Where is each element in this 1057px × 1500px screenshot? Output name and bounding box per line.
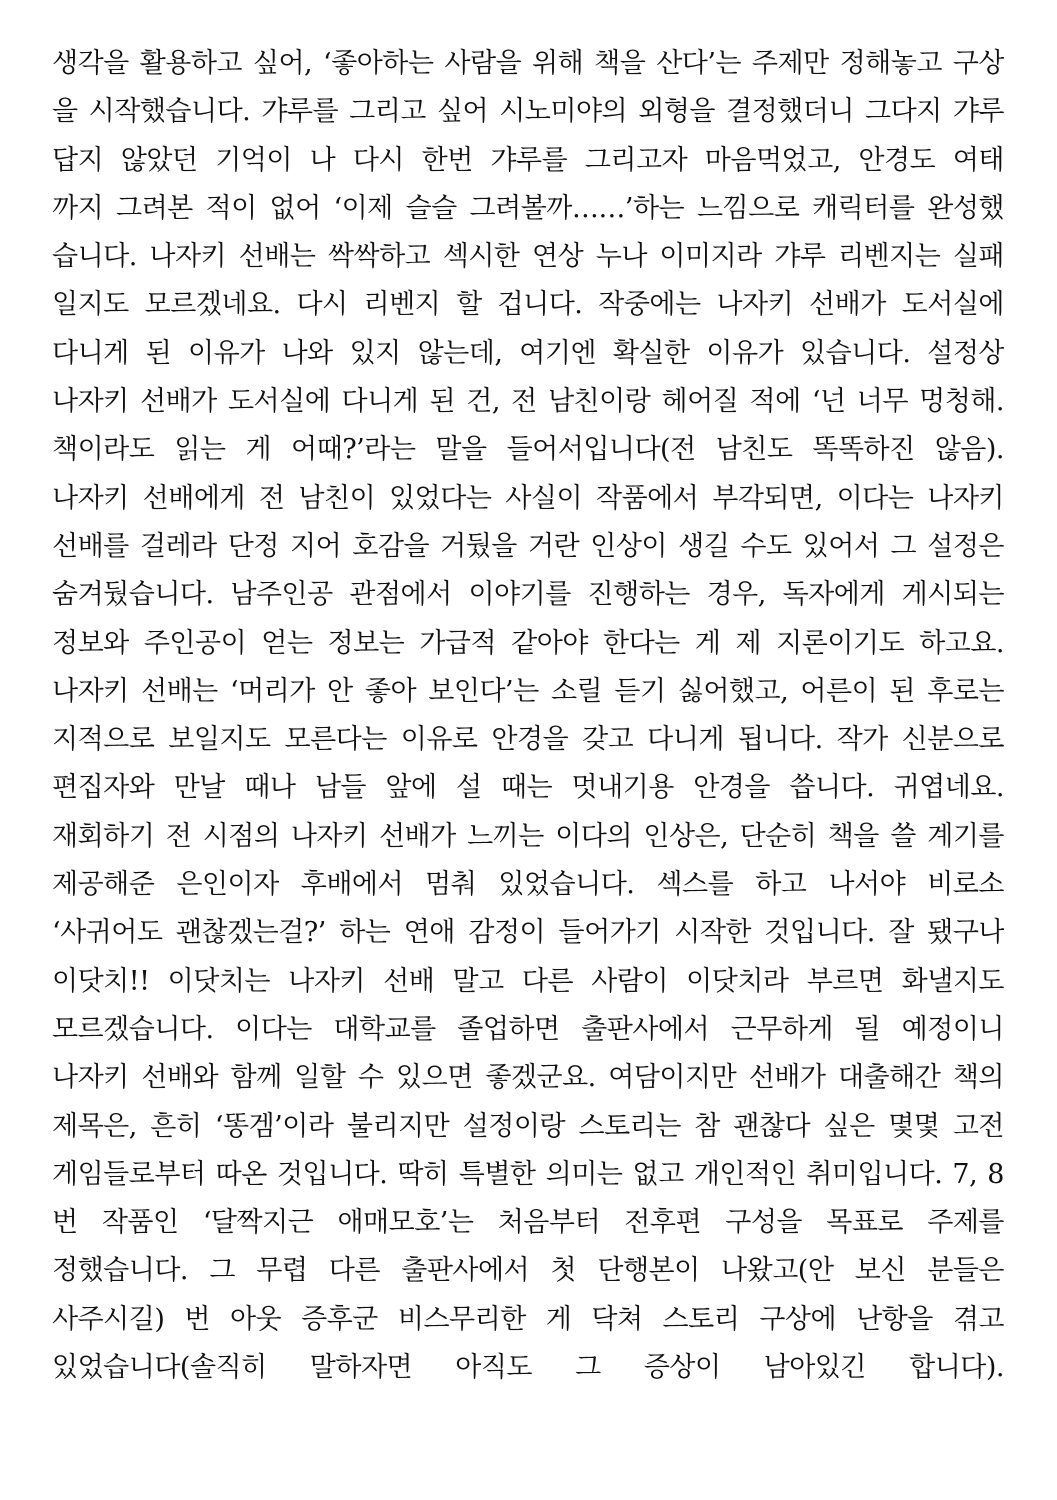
body-text <box>52 40 1004 1392</box>
text-line: 게임들로부터 따온 것입니다. 딱히 특별한 의미는 없고 개인적인 취미입니다. 7, 8 <box>52 1158 1004 1190</box>
text-line: 모르겠습니다. 이다는 대학교를 졸업하면 출판사에서 근무하게 될 예정이니 <box>52 1013 1004 1045</box>
text-line: 정보와 주인공이 얻는 정보는 가급적 같아야 한다는 게 제 지론이기도 하고요. <box>52 627 1004 659</box>
text-line: 제공해준 은인이자 후배에서 멈춰 있었습니다. 섹스를 하고 나서야 비로소 <box>52 869 1004 901</box>
text-line: 번 작품인 ‘달짝지근 애매모호’는 처음부터 전후편 구성을 목표로 주제를 <box>52 1207 1004 1239</box>
text-line: 사주시길) 번 아웃 증후군 비스무리한 게 닥쳐 스토리 구상에 난항을 겪고 <box>52 1303 1004 1335</box>
text-line: ‘사귀어도 괜찮겠는걸?’ 하는 연애 감정이 들어가기 시작한 것입니다. 잘 됐구나 <box>52 917 1004 949</box>
text-line: 이닷치!! 이닷치는 나자키 선배 말고 다른 사람이 이닷치라 부르면 화낼지도 <box>52 965 1004 997</box>
text-line: 지적으로 보일지도 모른다는 이유로 안경을 갖고 다니게 됩니다. 작가 신분으로 <box>52 724 1004 756</box>
text-line: 다니게 된 이유가 나와 있지 않는데, 여기엔 확실한 이유가 있습니다. 설정상 <box>52 337 1004 369</box>
text-line: 나자키 선배와 함께 일할 수 있으면 좋겠군요. 여담이지만 선배가 대출해간 책의 <box>52 1062 1004 1094</box>
text-line: 나자키 선배가 도서실에 다니게 된 건, 전 남친이랑 헤어질 적에 ‘넌 너무 멍청해. <box>52 386 1004 418</box>
text-line: 일지도 모르겠네요. 다시 리벤지 할 겁니다. 작중에는 나자키 선배가 도서실에 <box>52 289 1004 321</box>
text-line: 나자키 선배에게 전 남친이 있었다는 사실이 작품에서 부각되면, 이다는 나자키 <box>52 482 1004 514</box>
text-line: 재회하기 전 시점의 나자키 선배가 느끼는 이다의 인상은, 단순히 책을 쓸 계기를 <box>52 820 1004 852</box>
text-line: 편집자와 만날 때나 남들 앞에 설 때는 멋내기용 안경을 씁니다. 귀엽네요. <box>52 772 1004 804</box>
text-line: 나자키 선배는 ‘머리가 안 좋아 보인다’는 소릴 듣기 싫어했고, 어른이 된 후로는 <box>52 675 1004 707</box>
text-line: 생각을 활용하고 싶어, ‘좋아하는 사람을 위해 책을 산다’는 주제만 정해놓고 구상 <box>52 48 1004 79</box>
text-line: 정했습니다. 그 무렵 다른 출판사에서 첫 단행본이 나왔고(안 보신 분들은 <box>52 1255 1004 1287</box>
text-line: 을 시작했습니다. 갸루를 그리고 싶어 시노미야의 외형을 결정했더니 그다지 갸루 <box>52 96 1004 128</box>
text-line: 숨겨뒀습니다. 남주인공 관점에서 이야기를 진행하는 경우, 독자에게 게시되는 <box>52 579 1004 611</box>
text-line: 습니다. 나자키 선배는 싹싹하고 섹시한 연상 누나 이미지라 갸루 리벤지는 실패 <box>52 241 1004 273</box>
text-line: 제목은, 흔히 ‘똥겜’이라 불리지만 설정이랑 스토리는 참 괜찮다 싶은 몇몇 고전 <box>52 1110 1004 1142</box>
text-line: 까지 그려본 적이 없어 ‘이제 슬슬 그려볼까……’하는 느낌으로 캐릭터를 완성했 <box>52 192 1004 224</box>
text-line: 책이라도 읽는 게 어때?’라는 말을 들어서입니다(전 남친도 똑똑하진 않음). <box>52 434 1004 466</box>
text-line: 답지 않았던 기억이 나 다시 한번 갸루를 그리고자 마음먹었고, 안경도 여태 <box>52 144 1004 176</box>
text-line: 있었습니다(솔직히 말하자면 아직도 그 증상이 남아있긴 합니다). <box>52 1352 1004 1384</box>
text-line: 선배를 걸레라 단정 지어 호감을 거뒀을 거란 인상이 생길 수도 있어서 그 설정은 <box>52 530 1004 562</box>
